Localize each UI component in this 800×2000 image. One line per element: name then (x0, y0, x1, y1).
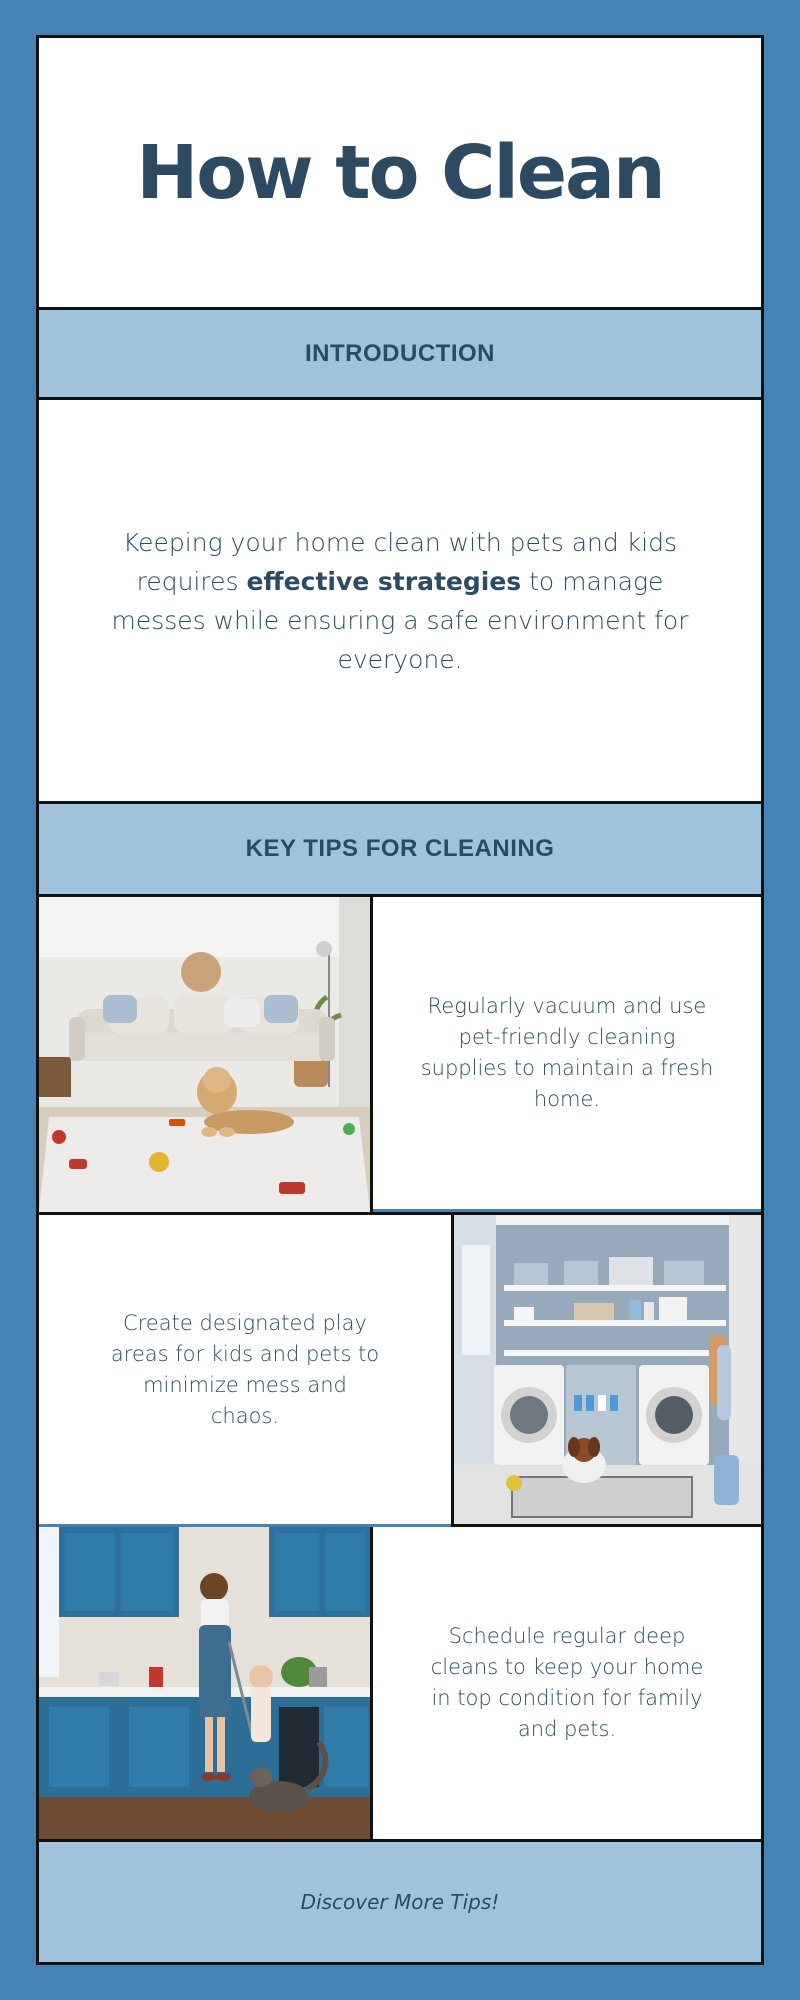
title-section (39, 38, 761, 310)
infographic-card (36, 35, 764, 1965)
page-title: How to Clean (136, 129, 664, 216)
tip-row-1 (39, 897, 761, 1212)
introduction-text-end: to manage messes while ensuring a safe environment for everyone. (111, 566, 689, 674)
tip-text-1-container (373, 897, 761, 1212)
discover-more-tips-link[interactable] (301, 1890, 500, 1914)
key-tips-heading: KEY TIPS FOR CLEANING (245, 835, 555, 862)
introduction-text-start: Keeping your home clean with pets and kids requires (123, 527, 677, 596)
introduction-heading: INTRODUCTION (305, 339, 495, 367)
footer-link-suffix: ! (491, 1890, 500, 1914)
laundry-room-dog-image (451, 1212, 761, 1527)
tip-row-2 (39, 1212, 761, 1527)
tip-text-2-container (39, 1212, 451, 1527)
footer-band (39, 1842, 761, 1962)
tip-text-3-container (373, 1527, 761, 1842)
tip-row-3 (39, 1527, 761, 1842)
introduction-section (39, 400, 761, 804)
kitchen-family-image (39, 1527, 373, 1842)
living-room-dog-image (39, 897, 373, 1212)
footer-link-text: Discover More Tips (300, 1890, 492, 1914)
introduction-paragraph (105, 523, 695, 679)
tip-text-3: Schedule regular deep cleans to keep your home in top condition for family and pets. (430, 1624, 704, 1741)
introduction-band (39, 307, 761, 400)
tip-text-1: Regularly vacuum and use pet-friendly cleaning supplies to maintain a fresh home. (420, 994, 714, 1111)
tip-text-2: Create designated play areas for kids and pets to minimize mess and chaos. (110, 1310, 380, 1428)
introduction-text-bold: effective strategies (246, 566, 522, 596)
key-tips-band (39, 804, 761, 897)
